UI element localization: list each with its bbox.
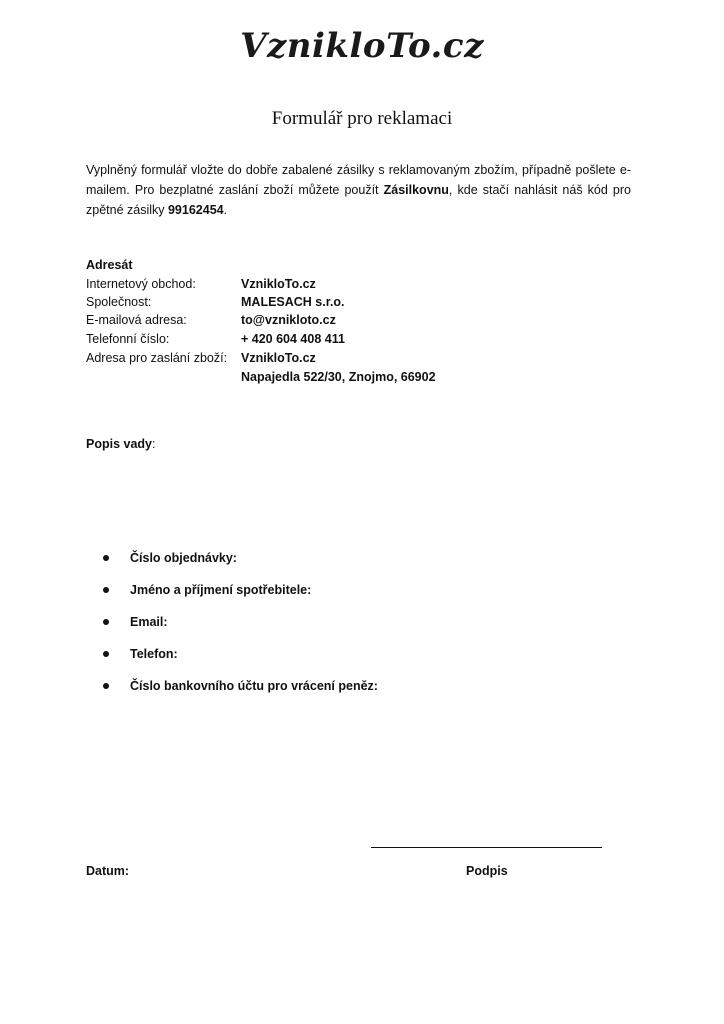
addressee-label: Adresa pro zaslání zboží:: [86, 351, 228, 365]
addressee-row-company: [86, 295, 646, 314]
list-item: [100, 645, 620, 677]
list-item: [100, 549, 620, 581]
addressee-row-address-line2: [86, 370, 646, 389]
addressee-label: Internetový obchod:: [86, 277, 196, 291]
addressee-row-phone: [86, 332, 646, 351]
addressee-value: VznikloTo.cz: [241, 277, 316, 291]
addressee-label: Telefonní číslo:: [86, 332, 170, 346]
field-bank-account-label: Číslo bankovního účtu pro vrácení peněz:: [130, 679, 378, 693]
bullet-icon: [103, 683, 109, 689]
list-item: [100, 613, 620, 645]
logo: VznikloTo.cz: [240, 26, 484, 66]
list-item: [100, 677, 620, 709]
bullet-icon: [103, 587, 109, 593]
addressee-value: Napajedla 522/30, Znojmo, 66902: [241, 370, 436, 384]
defect-heading: [86, 437, 155, 451]
defect-heading-text: Popis vady: [86, 437, 152, 451]
addressee-value: to@vznikloto.cz: [241, 313, 336, 327]
form-fields-list: [100, 549, 620, 709]
bullet-icon: [103, 555, 109, 561]
intro-carrier: Zásilkovnu: [383, 183, 449, 197]
addressee-label: E-mailová adresa:: [86, 313, 187, 327]
bullet-icon: [103, 651, 109, 657]
intro-text-3: .: [223, 203, 228, 217]
intro-paragraph: [86, 160, 631, 220]
addressee-label: Společnost:: [86, 295, 152, 309]
field-order-number-label: Číslo objednávky:: [130, 551, 237, 565]
intro-text-1: Vyplněný formulář vložte do dobře zabalené zásilky s reklamovaným zbožím, případně pošlete e-mailem. Pro bezplatné zaslání zboží můžete použít: [86, 163, 631, 197]
addressee-value: MALESACH s.r.o.: [241, 295, 345, 309]
bullet-icon: [103, 619, 109, 625]
date-label: Datum:: [86, 864, 130, 878]
signature-label: Podpis: [466, 864, 508, 878]
field-customer-name-label: Jméno a příjmení spotřebitele:: [130, 583, 312, 597]
field-phone-label: Telefon:: [130, 647, 178, 661]
intro-return-code: 99162454: [167, 203, 224, 217]
addressee-value: VznikloTo.cz: [241, 351, 316, 365]
addressee-row-shop: [86, 277, 646, 296]
intro-text-2: , kde stačí nahlásit náš kód pro zpětné zásilky: [86, 183, 631, 217]
list-item: [100, 581, 620, 613]
form-title: Formulář pro reklamaci: [271, 108, 453, 129]
field-email-label: Email:: [130, 615, 168, 629]
addressee-value: + 420 604 408 411: [241, 332, 345, 346]
signature-line: [371, 847, 602, 848]
addressee-row-email: [86, 313, 646, 332]
addressee-row-address: [86, 351, 646, 370]
defect-heading-colon: :: [152, 437, 156, 451]
addressee-heading: Adresát: [86, 258, 133, 272]
